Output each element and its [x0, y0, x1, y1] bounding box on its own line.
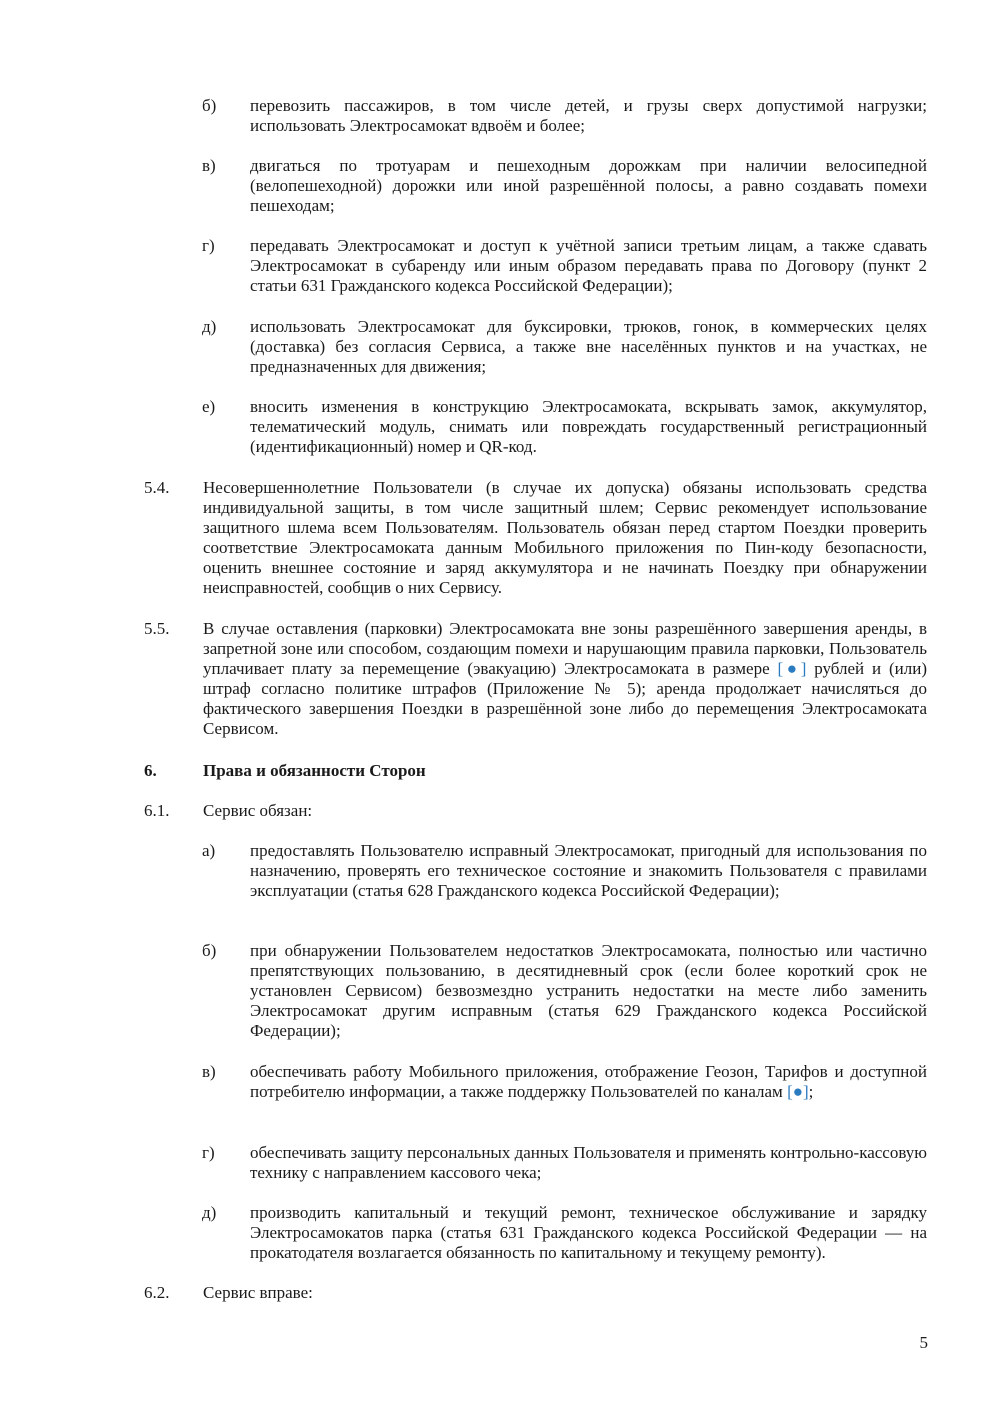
list-item-b: [202, 941, 927, 1041]
page-number: 5: [919, 1333, 928, 1352]
list-item-v: [202, 1062, 927, 1102]
clause-number: 6.2.: [144, 1283, 170, 1302]
list-item-text: передавать Электросамокат и доступ к учётной записи третьим лицам, а также сдавать Электросамокат в субаренду или иным образом передавать права по Договору (пункт 2 статьи 631 Гражданского кодекса Российской Федерации);: [250, 236, 927, 295]
clause-number: 6.1.: [144, 801, 170, 820]
list-item-text: производить капитальный и текущий ремонт, техническое обслуживание и зарядку Электросамокатов парка (статья 631 Гражданского кодекса Российской Федерации — на прокатодателя возлагается обязанность по капитальному и текущему ремонту).: [250, 1203, 927, 1262]
list-marker: е): [202, 397, 216, 416]
placeholder-marker: [●]: [777, 659, 807, 678]
list-item-a: [202, 841, 927, 901]
clause-5-4: [144, 478, 927, 598]
list-item-text: при обнаружении Пользователем недостатков Электросамоката, полностью или частично препятствующих пользованию, в десятидневный срок (если более короткий срок не установлен Сервисом) безвозмездно устранить недостатки на месте либо заменить Электросамокат другим исправным (статья 629 Гражданского кодекса Российской Федерации);: [250, 941, 927, 1040]
list-item-text: вносить изменения в конструкцию Электросамоката, вскрывать замок, аккумулятор, телематический модуль, снимать или повреждать государственный регистрационный (идентификационный) номер и QR-код.: [250, 397, 927, 456]
list-marker: в): [202, 1062, 216, 1081]
list-item-e: [202, 397, 927, 457]
list-marker: д): [202, 317, 217, 336]
list-marker: в): [202, 156, 216, 175]
section-title: Права и обязанности Сторон: [203, 761, 426, 780]
clause-number: 5.5.: [144, 619, 170, 638]
section-number: 6.: [144, 761, 157, 780]
list-item-text: обеспечивать работу Мобильного приложения, отображение Геозон, Тарифов и доступной потребителю информации, а также поддержку Пользователей по каналам: [250, 1062, 927, 1101]
list-item-text: перевозить пассажиров, в том числе детей, и грузы сверх допустимой нагрузки; использовать Электросамокат вдвоём и более;: [250, 96, 927, 135]
clause-6-1: [144, 801, 927, 821]
list-marker: а): [202, 841, 216, 860]
list-marker: б): [202, 941, 217, 960]
clause-6-2: [144, 1283, 927, 1303]
clause-text: Сервис вправе:: [203, 1283, 313, 1302]
clause-5-5: [144, 619, 927, 739]
list-item-text-continued: ;: [808, 1082, 814, 1101]
list-item-text: обеспечивать защиту персональных данных Пользователя и применять контрольно-кассовую технику с направлением кассового чека;: [250, 1143, 927, 1182]
list-item-d: [202, 1203, 927, 1263]
clause-text: Несовершеннолетние Пользователи (в случае их допуска) обязаны использовать средства индивидуальной защиты, в том числе защитный шлем; Сервис рекомендует использование защитного шлема всем Пользователям. Пользователь обязан перед стартом Поездки проверить соответствие Электросамоката данным Мобильного приложения по Пин-коду безопасности, оценить внешнее состояние и заряд аккумулятора и не начинать Поездку при обнаружении неисправностей, сообщив о них Сервису.: [203, 478, 927, 597]
list-item-text: двигаться по тротуарам и пешеходным дорожкам при наличии велосипедной (велопешеходной) дорожки или иной разрешённой полосы, а равно создавать помехи пешеходам;: [250, 156, 927, 215]
list-marker: б): [202, 96, 217, 115]
list-item-b: [202, 96, 927, 136]
clause-text: В случае оставления (парковки) Электросамоката вне зоны разрешённого завершения аренды, в запретной зоне или способом, создающим помехи и нарушающим правила парковки, Пользователь уплачивает плату за перемещение (эвакуацию) Электросамоката в размере: [203, 619, 927, 678]
clause-text: Сервис обязан:: [203, 801, 313, 820]
list-marker: г): [202, 1143, 215, 1162]
clause-number: 5.4.: [144, 478, 170, 497]
list-item-v: [202, 156, 927, 216]
list-marker: д): [202, 1203, 217, 1222]
clause-text-continued: рублей и (или) штраф согласно политике штрафов (Приложение № 5); аренда продолжает начисляться до фактического завершения Поездки в разрешённой зоне либо до перемещения Электросамоката Сервисом.: [203, 659, 927, 738]
placeholder-marker: [●]: [787, 1082, 809, 1101]
list-item-d: [202, 317, 927, 377]
list-item-g: [202, 236, 927, 296]
list-item-text: предоставлять Пользователю исправный Электросамокат, пригодный для использования по назначению, проверять его техническое состояние и знакомить Пользователя с правилами эксплуатации (статья 628 Гражданского кодекса Российской Федерации);: [250, 841, 927, 900]
section-heading: [144, 761, 927, 781]
list-marker: г): [202, 236, 215, 255]
list-item-g: [202, 1143, 927, 1183]
list-item-text: использовать Электросамокат для буксировки, трюков, гонок, в коммерческих целях (доставка) без согласия Сервиса, а также вне населённых пунктов и на участках, не предназначенных для движения;: [250, 317, 927, 376]
